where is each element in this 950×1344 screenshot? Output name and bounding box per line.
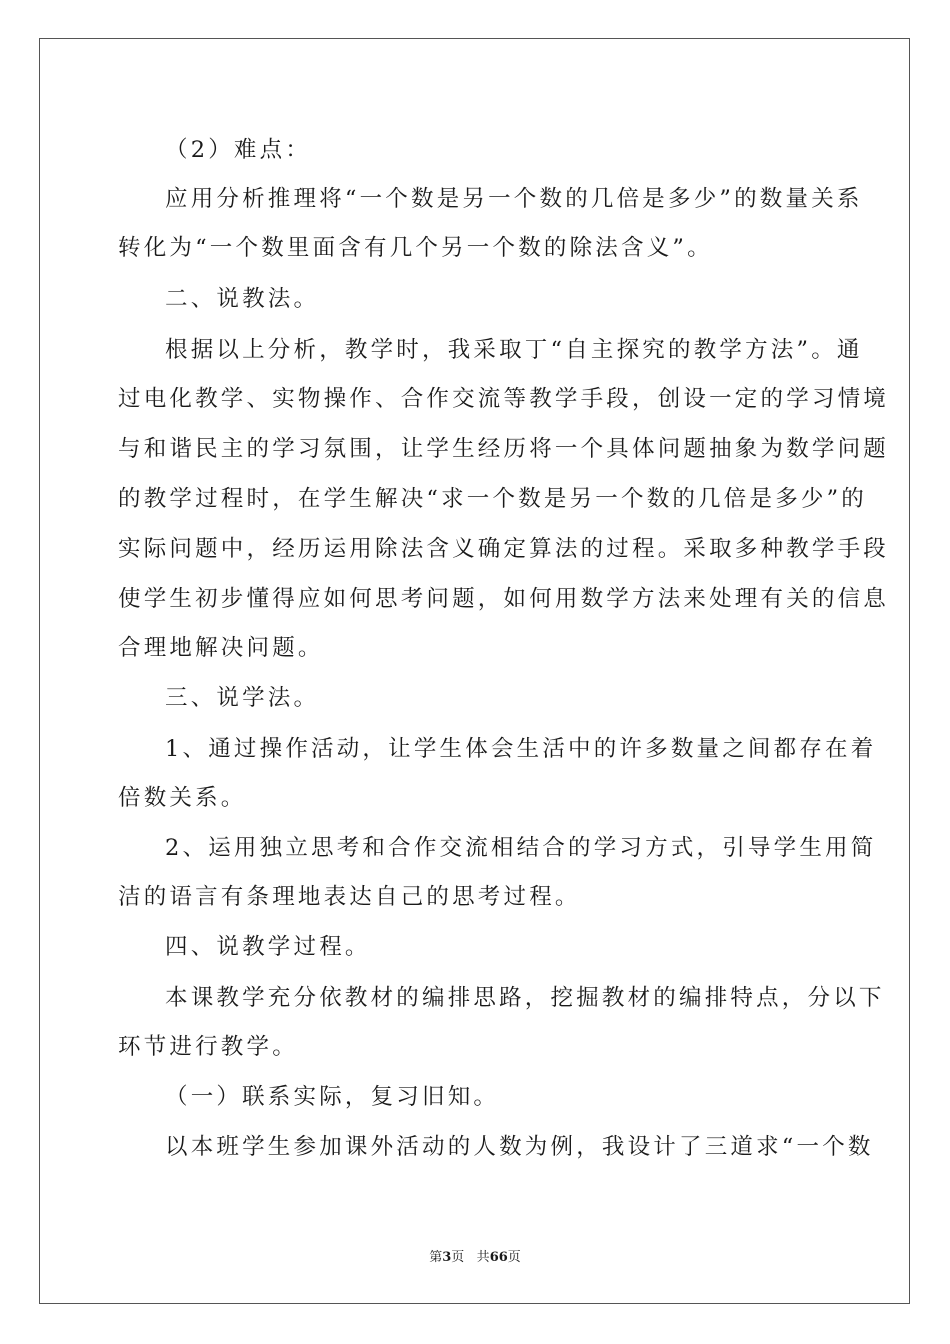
footer-total-suffix: 页 xyxy=(507,1250,521,1265)
text-line: 洁的语言有条理地表达自己的思考过程。 xyxy=(118,884,581,910)
text-line: 1、通过操作活动，让学生体会生活中的许多数量之间都存在着 xyxy=(165,736,877,762)
text-line: 环节进行教学。 xyxy=(118,1034,298,1060)
text-line: 过电化教学、实物操作、合作交流等教学手段，创设一定的学习情境 xyxy=(118,386,890,412)
text-line: 倍数关系。 xyxy=(118,785,247,811)
text-line: 使学生初步懂得应如何思考问题，如何用数学方法来处理有关的信息 xyxy=(118,586,890,612)
total-pages: 66 xyxy=(489,1250,508,1265)
section-heading: 二、说教法。 xyxy=(165,286,320,312)
footer-total-prefix: 共 xyxy=(476,1250,490,1265)
footer-page-suffix: 页 xyxy=(451,1250,465,1265)
text-line: 与和谐民主的学习氛围，让学生经历将一个具体问题抽象为数学问题 xyxy=(118,436,890,462)
text-line: 实际问题中，经历运用除法含义确定算法的过程。采取多种教学手段 xyxy=(118,536,890,562)
text-line: 2、运用独立思考和合作交流相结合的学习方式，引导学生用简 xyxy=(165,835,877,861)
text-line: 本课教学充分依教材的编排思路，挖掘教材的编排特点，分以下 xyxy=(165,985,885,1011)
section-heading: 四、说教学过程。 xyxy=(165,934,371,960)
page-footer xyxy=(0,1250,950,1266)
page-number: 3 xyxy=(442,1250,452,1265)
page-border xyxy=(39,38,910,1304)
text-line: 应用分析推理将“一个数是另一个数的几倍是多少”的数量关系 xyxy=(165,186,863,212)
text-line: 合理地解决问题。 xyxy=(118,635,324,661)
text-line: 转化为“一个数里面含有几个另一个数的除法含义”。 xyxy=(118,235,713,261)
footer-prefix: 第 xyxy=(429,1250,443,1265)
text-line: 以本班学生参加课外活动的人数为例，我设计了三道求“一个数 xyxy=(165,1134,874,1160)
subsection-heading: （一）联系实际，复习旧知。 xyxy=(165,1084,500,1110)
text-line: 根据以上分析，教学时，我采取丁“自主探究的教学方法”。通 xyxy=(165,337,863,363)
section-heading: 三、说学法。 xyxy=(165,685,320,711)
text-line: （2）难点： xyxy=(165,137,312,163)
text-line: 的教学过程时，在学生解决“求一个数是另一个数的几倍是多少”的 xyxy=(118,486,868,512)
